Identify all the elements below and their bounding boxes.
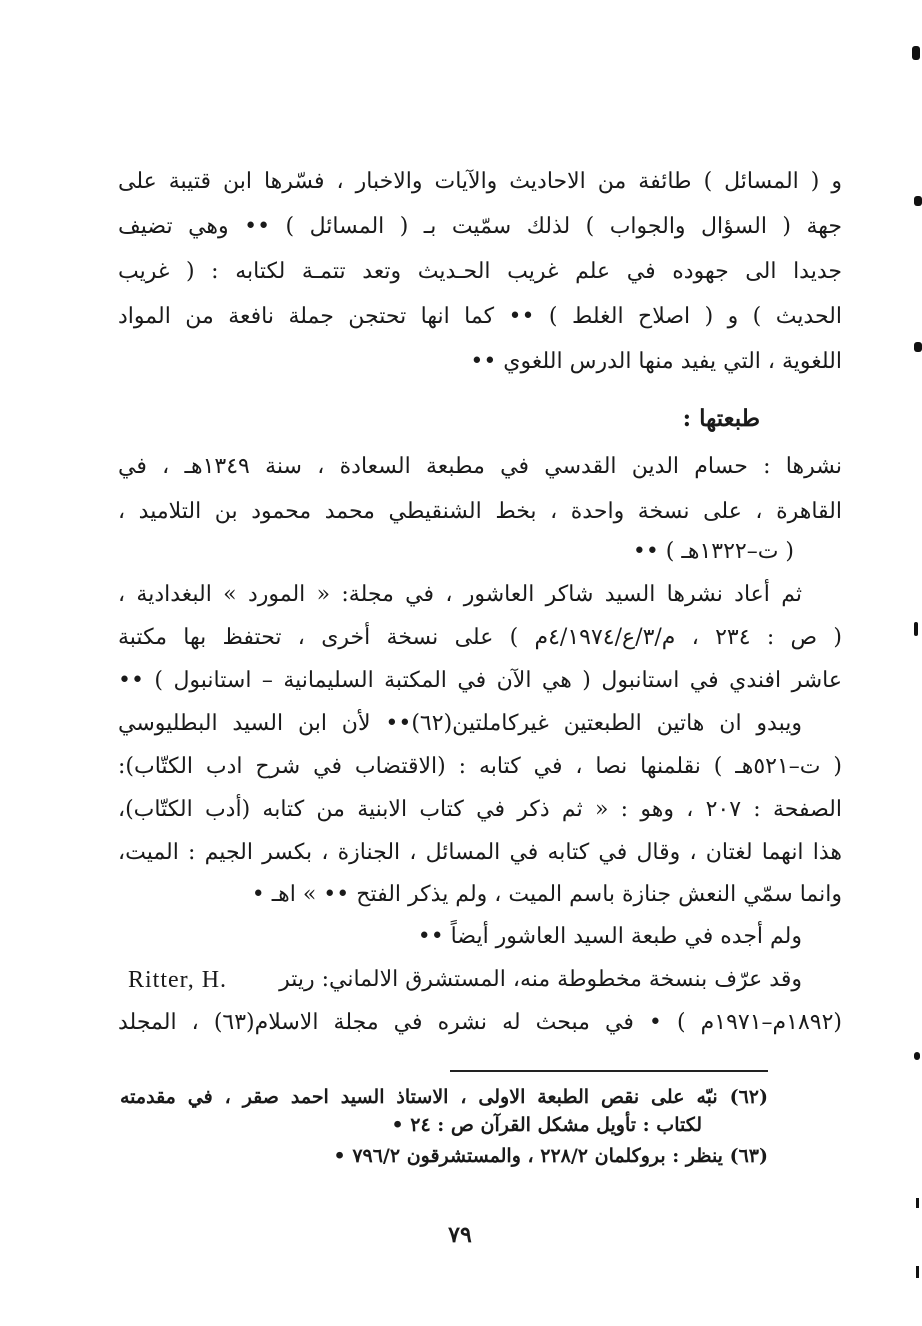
footnote-separator	[450, 1070, 768, 1072]
body-line-3: جديدا الى جهوده في علم غريب الحـديث وتعد تتمـة لكتابه : ( غريب	[118, 259, 842, 284]
edition-line-13: وقد عرّف بنسخة مخطوطة منه، المستشرق الالماني: ريتر	[279, 967, 802, 992]
section-heading: طبعتها :	[682, 405, 760, 432]
edition-line-14: (١٨٩٢م–١٩٧١م ) • في مبحث له نشره في مجلة الاسلام(٦٣) ، المجلد	[118, 1010, 842, 1035]
scan-mark	[912, 46, 920, 60]
scan-mark	[914, 196, 922, 206]
body-line-5: اللغوية ، التي يفيد منها الدرس اللغوي ••	[470, 349, 842, 374]
edition-line-8: ( ت–٥٢١هـ ) نقلمنها نصا ، في كتابه : (الاقتضاب في شرح ادب الكتّاب):	[118, 754, 842, 779]
scan-mark	[914, 622, 918, 636]
body-line-4: الحديث ) و ( اصلاح الغلط ) •• كما انها تحتجن جملة نافعة من المواد	[118, 304, 843, 329]
edition-line-2: القاهرة ، على نسخة واحدة ، بخط الشنقيطي محمد محمود بن التلاميد ،	[118, 499, 842, 524]
scan-mark	[914, 1052, 920, 1060]
page-number: ٧٩	[448, 1222, 472, 1248]
edition-line-7: ويبدو ان هاتين الطبعتين غيركاملتين(٦٢)•• لأن ابن السيد البطليوسي	[118, 711, 802, 736]
body-line-2: جهة ( السؤال والجواب ) لذلك سمّيت بـ ( المسائل ) •• وهي تضيف	[118, 214, 842, 239]
body-line-1: و ( المسائل ) طائفة من الاحاديث والآيات والاخبار ، فسّرها ابن قتيبة على	[118, 169, 842, 194]
edition-line-9: الصفحة : ٢٠٧ ، وهو : « ثم ذكر في كتاب الابنية من كتابه (أدب الكتّاب)،	[118, 797, 842, 822]
edition-line-4: ثم أعاد نشرها السيد شاكر العاشور ، في مجلة: « المورد » البغدادية ،	[118, 582, 802, 607]
edition-line-6: عاشر افندي في استانبول ( هي الآن في المكتبة السليمانية – استانبول ) ••	[118, 668, 842, 693]
edition-line-3: ( ت–١٣٢٢هـ ) ••	[632, 539, 794, 564]
footnote-62-line-1: (٦٢) نبّه على نقص الطبعة الاولى ، الاستاذ السيد احمد صقر ، في مقدمته	[120, 1086, 768, 1108]
scan-mark	[916, 1198, 919, 1208]
edition-line-5: ( ص : ٢٣٤ ، م/٣/ع/٤/١٩٧٤م ) على نسخة أخرى ، تحتفظ بها مكتبة	[118, 625, 843, 650]
edition-line-10: هذا انهما لغتان ، وقال في كتابه في المسائل ، الجنازة ، بكسر الجيم : الميت،	[118, 840, 842, 865]
latin-name: Ritter, H.	[128, 967, 228, 993]
scan-mark	[916, 1266, 919, 1278]
footnote-62-line-2: لكتاب : تأويل مشكل القرآن ص : ٢٤ •	[391, 1114, 702, 1136]
scan-mark	[914, 342, 922, 352]
edition-line-12: ولم أجده في طبعة السيد العاشور أيضاً ••	[417, 924, 802, 949]
footnote-63: (٦٣) ينظر : بروكلمان ٢٢٨/٢ ، والمستشرقون ٧٩٦/٢ •	[333, 1145, 768, 1167]
edition-line-1: نشرها : حسام الدين القدسي في مطبعة السعادة ، سنة ١٣٤٩هـ ، في	[118, 454, 842, 479]
edition-line-11: وانما سمّي النعش جنازة باسم الميت ، ولم يذكر الفتح •• » اهـ •	[251, 882, 842, 907]
